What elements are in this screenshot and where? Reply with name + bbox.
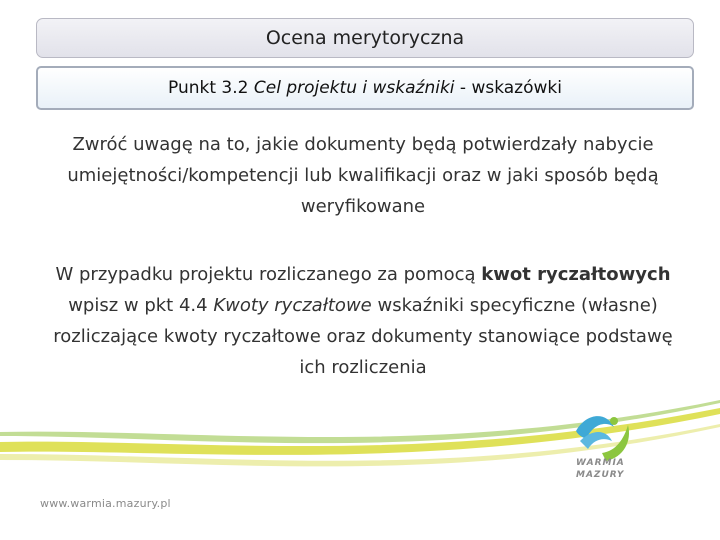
subtitle-italic: Cel projektu i wskaźniki <box>253 78 455 98</box>
slide-subtitle <box>168 78 562 98</box>
p2-italic: Kwoty ryczałtowe <box>213 295 372 316</box>
p2-bold: kwot ryczałtowych <box>481 264 671 285</box>
paragraph-documents-hint: Zwróć uwagę na to, jakie dokumenty będą potwierdzały nabycie umiejętności/kompetencji lub kwalifikacji oraz w jaki sposób będą weryfikowane <box>67 134 659 217</box>
logo-line-1: WARMIA <box>576 458 625 468</box>
warmia-mazury-logo <box>562 405 672 495</box>
logo-wordmark <box>576 457 625 481</box>
p2-text-2: wpisz w pkt 4.4 <box>68 295 214 316</box>
footer-website-url: www.warmia.mazury.pl <box>40 497 171 510</box>
p2-text-1: W przypadku projektu rozliczanego za pomocą <box>55 264 482 285</box>
slide-title-bar <box>36 18 694 58</box>
slide-subtitle-bar <box>36 66 694 110</box>
paragraph-lump-sum-hint <box>38 259 688 383</box>
logo-line-2: MAZURY <box>576 470 625 480</box>
subtitle-suffix: - wskazówki <box>454 78 562 98</box>
subtitle-prefix: Punkt 3.2 <box>168 78 254 98</box>
p2-text-3: wskaźniki specyficzne (własne) rozliczające kwoty ryczałtowe oraz dokumenty stanowiące podstawę ich rozliczenia <box>53 295 673 378</box>
slide-title: Ocena merytoryczna <box>265 27 465 49</box>
